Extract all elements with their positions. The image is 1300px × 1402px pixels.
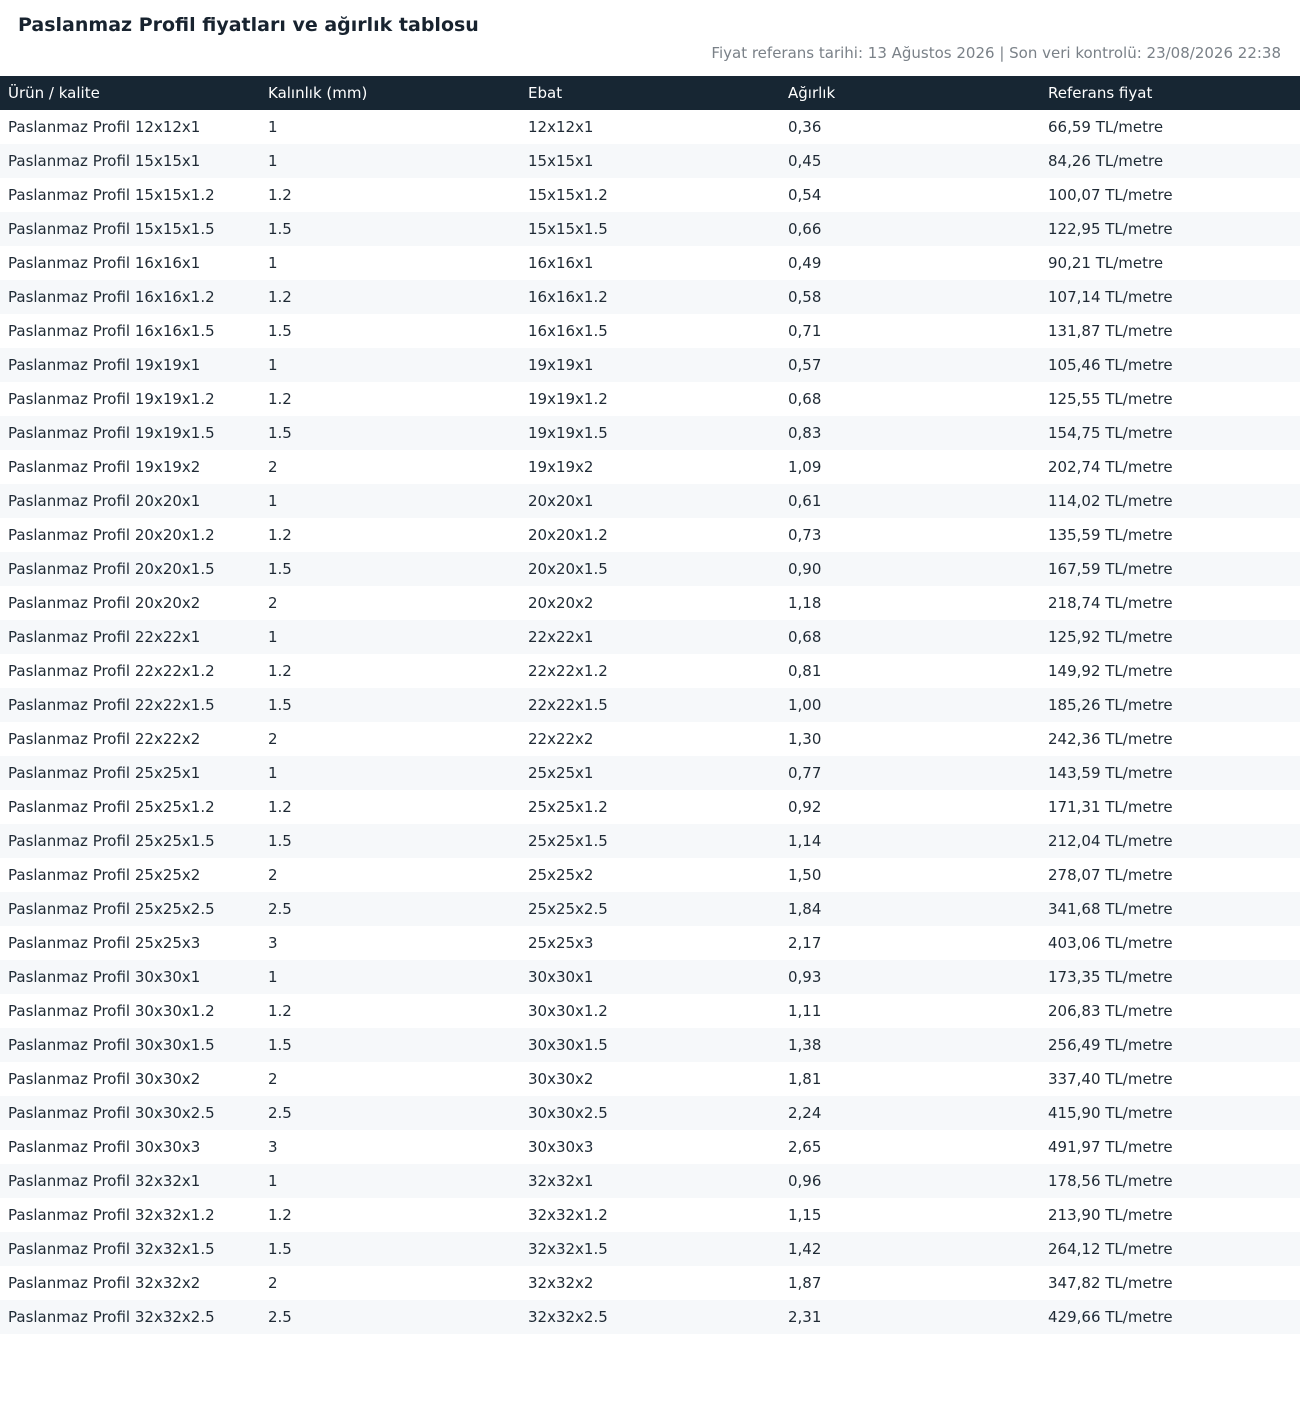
cell-product: Paslanmaz Profil 15x15x1.2 [8,186,215,204]
cell-size: 20x20x1.5 [520,552,780,586]
cell-product: Paslanmaz Profil 25x25x1.5 [0,824,260,858]
cell-size: 12x12x1 [528,118,594,136]
page-title: Paslanmaz Profil fiyatları ve ağırlık tablosu [18,14,479,36]
cell-weight: 0,54 [788,186,822,204]
cell-thickness: 1.5 [268,322,292,340]
cell-thickness: 2.5 [260,1300,520,1334]
table-row [0,654,1300,688]
cell-product: Paslanmaz Profil 32x32x1.2 [8,1206,215,1224]
cell-weight: 1,30 [788,730,822,748]
cell-size: 30x30x2.5 [520,1096,780,1130]
cell-thickness: 1.5 [260,824,520,858]
cell-product: Paslanmaz Profil 25x25x1.2 [8,798,215,816]
cell-weight: 1,18 [788,594,822,612]
cell-thickness: 3 [268,1138,278,1156]
cell-size: 32x32x1.2 [528,1206,608,1224]
cell-weight: 1,84 [780,892,1040,926]
cell-size: 32x32x2.5 [520,1300,780,1334]
cell-product: Paslanmaz Profil 30x30x3 [8,1138,201,1156]
cell-product: Paslanmaz Profil 15x15x1.5 [0,212,260,246]
cell-price: 131,87 TL/metre [1048,322,1173,340]
table-row [0,178,1300,212]
cell-price: 114,02 TL/metre [1040,484,1300,518]
cell-product: Paslanmaz Profil 16x16x1.2 [0,280,260,314]
cell-size: 20x20x1 [520,484,780,518]
table-row [0,518,1300,552]
cell-product: Paslanmaz Profil 19x19x1 [0,348,260,382]
cell-thickness: 1.2 [260,280,520,314]
table-row [0,756,1300,790]
table-row [0,688,1300,722]
cell-price: 84,26 TL/metre [1040,144,1300,178]
cell-product: Paslanmaz Profil 16x16x1 [8,254,201,272]
column-header-price: Referans fiyat [1040,76,1300,110]
cell-weight: 0,71 [788,322,822,340]
cell-weight: 1,87 [788,1274,822,1292]
table-row [0,280,1300,314]
table-row [0,450,1300,484]
column-header-size: Ebat [520,76,780,110]
table-row [0,246,1300,280]
cell-price: 403,06 TL/metre [1048,934,1173,952]
cell-thickness: 2 [268,1274,278,1292]
table-row [0,1266,1300,1300]
cell-thickness: 3 [268,934,278,952]
cell-price: 278,07 TL/metre [1048,866,1173,884]
cell-price: 125,55 TL/metre [1048,390,1173,408]
cell-thickness: 1 [260,756,520,790]
column-header-thickness: Kalınlık (mm) [260,76,520,110]
cell-weight: 0,68 [780,620,1040,654]
table-row [0,620,1300,654]
cell-thickness: 1.2 [268,798,292,816]
cell-product: Paslanmaz Profil 22x22x1 [0,620,260,654]
cell-thickness: 1.5 [260,416,520,450]
cell-price: 415,90 TL/metre [1040,1096,1300,1130]
table-row [0,1130,1300,1164]
cell-weight: 2,65 [788,1138,822,1156]
cell-weight: 1,14 [780,824,1040,858]
cell-product: Paslanmaz Profil 20x20x1.2 [8,526,215,544]
cell-size: 25x25x3 [528,934,594,952]
cell-product: Paslanmaz Profil 19x19x1.5 [0,416,260,450]
cell-thickness: 1 [260,960,520,994]
cell-thickness: 2.5 [260,892,520,926]
cell-weight: 1,42 [780,1232,1040,1266]
cell-size: 32x32x1 [520,1164,780,1198]
cell-price: 347,82 TL/metre [1048,1274,1173,1292]
cell-thickness: 2 [268,1070,278,1088]
cell-size: 25x25x1 [520,756,780,790]
cell-weight: 0,66 [780,212,1040,246]
cell-price: 256,49 TL/metre [1040,1028,1300,1062]
table-row [0,892,1300,926]
table-row [0,484,1300,518]
cell-thickness: 1 [260,620,520,654]
cell-thickness: 1.5 [260,212,520,246]
cell-weight: 0,61 [780,484,1040,518]
cell-thickness: 2 [268,458,278,476]
cell-price: 242,36 TL/metre [1048,730,1173,748]
cell-price: 185,26 TL/metre [1040,688,1300,722]
cell-weight: 1,38 [780,1028,1040,1062]
table-row [0,926,1300,960]
cell-product: Paslanmaz Profil 22x22x2 [8,730,201,748]
table-row [0,858,1300,892]
cell-size: 30x30x2 [528,1070,594,1088]
cell-size: 22x22x1.5 [520,688,780,722]
cell-thickness: 1.5 [260,1028,520,1062]
cell-size: 32x32x1.5 [520,1232,780,1266]
cell-size: 30x30x1 [520,960,780,994]
cell-price: 206,83 TL/metre [1048,1002,1173,1020]
table-row [0,790,1300,824]
cell-product: Paslanmaz Profil 30x30x2 [8,1070,201,1088]
cell-product: Paslanmaz Profil 22x22x1.5 [0,688,260,722]
cell-product: Paslanmaz Profil 25x25x1 [0,756,260,790]
cell-price: 212,04 TL/metre [1040,824,1300,858]
cell-product: Paslanmaz Profil 12x12x1 [8,118,201,136]
cell-size: 25x25x2.5 [520,892,780,926]
cell-size: 16x16x1.5 [528,322,608,340]
table-row [0,1028,1300,1062]
cell-thickness: 1.2 [268,662,292,680]
cell-product: Paslanmaz Profil 32x32x1.5 [0,1232,260,1266]
cell-weight: 0,93 [780,960,1040,994]
cell-thickness: 1.5 [260,688,520,722]
table-row [0,382,1300,416]
table-row [0,314,1300,348]
cell-product: Paslanmaz Profil 32x32x2 [8,1274,201,1292]
table-row [0,110,1300,144]
cell-product: Paslanmaz Profil 15x15x1 [0,144,260,178]
cell-product: Paslanmaz Profil 30x30x1 [0,960,260,994]
cell-price: 429,66 TL/metre [1040,1300,1300,1334]
cell-price: 122,95 TL/metre [1040,212,1300,246]
cell-price: 171,31 TL/metre [1048,798,1173,816]
cell-size: 19x19x1.2 [528,390,608,408]
table-row [0,144,1300,178]
table-row [0,416,1300,450]
cell-weight: 2,17 [788,934,822,952]
cell-price: 218,74 TL/metre [1048,594,1173,612]
table-row [0,1232,1300,1266]
cell-price: 167,59 TL/metre [1040,552,1300,586]
cell-price: 173,35 TL/metre [1040,960,1300,994]
cell-price: 264,12 TL/metre [1040,1232,1300,1266]
table-row [0,1062,1300,1096]
cell-size: 19x19x1.5 [520,416,780,450]
table-row [0,994,1300,1028]
cell-size: 25x25x2 [528,866,594,884]
cell-price: 178,56 TL/metre [1040,1164,1300,1198]
cell-size: 19x19x2 [528,458,594,476]
cell-price: 143,59 TL/metre [1040,756,1300,790]
cell-weight: 0,68 [788,390,822,408]
cell-thickness: 1.2 [268,526,292,544]
cell-price: 107,14 TL/metre [1040,280,1300,314]
cell-product: Paslanmaz Profil 25x25x3 [8,934,201,952]
cell-thickness: 1 [268,118,278,136]
cell-weight: 0,36 [788,118,822,136]
cell-weight: 0,49 [788,254,822,272]
cell-weight: 1,00 [780,688,1040,722]
cell-weight: 0,81 [788,662,822,680]
cell-size: 20x20x1.2 [528,526,608,544]
cell-size: 19x19x1 [520,348,780,382]
price-reference-meta: Fiyat referans tarihi: 13 Ağustos 2026 | Son veri kontrolü: 23/08/2026 22:38 [711,44,1281,62]
price-weight-table [0,76,1300,1334]
cell-price: 135,59 TL/metre [1048,526,1173,544]
table-row [0,722,1300,756]
cell-size: 30x30x1.2 [528,1002,608,1020]
cell-price: 341,68 TL/metre [1040,892,1300,926]
cell-thickness: 1.2 [268,1002,292,1020]
cell-thickness: 2 [268,730,278,748]
cell-thickness: 1.5 [260,1232,520,1266]
cell-size: 20x20x2 [528,594,594,612]
cell-weight: 0,73 [788,526,822,544]
cell-thickness: 2 [268,594,278,612]
table-row [0,586,1300,620]
cell-price: 100,07 TL/metre [1048,186,1173,204]
table-body [0,110,1300,1334]
cell-price: 337,40 TL/metre [1048,1070,1173,1088]
cell-product: Paslanmaz Profil 19x19x2 [8,458,201,476]
cell-size: 25x25x1.5 [520,824,780,858]
cell-product: Paslanmaz Profil 32x32x1 [0,1164,260,1198]
table-row [0,212,1300,246]
cell-weight: 1,50 [788,866,822,884]
cell-weight: 0,57 [780,348,1040,382]
cell-size: 22x22x1 [520,620,780,654]
column-header-weight: Ağırlık [780,76,1040,110]
cell-thickness: 1 [260,348,520,382]
cell-size: 30x30x3 [528,1138,594,1156]
cell-thickness: 1 [260,1164,520,1198]
cell-product: Paslanmaz Profil 25x25x2 [8,866,201,884]
cell-weight: 0,90 [780,552,1040,586]
cell-price: 66,59 TL/metre [1048,118,1164,136]
cell-product: Paslanmaz Profil 19x19x1.2 [8,390,215,408]
cell-size: 22x22x1.2 [528,662,608,680]
cell-product: Paslanmaz Profil 16x16x1.5 [8,322,215,340]
table-row [0,348,1300,382]
cell-weight: 1,81 [788,1070,822,1088]
cell-thickness: 1.2 [268,1206,292,1224]
cell-size: 15x15x1 [520,144,780,178]
cell-product: Paslanmaz Profil 22x22x1.2 [8,662,215,680]
table-row [0,960,1300,994]
table-header-row [0,76,1300,110]
cell-weight: 1,15 [788,1206,822,1224]
cell-size: 16x16x1.2 [520,280,780,314]
table-row [0,1300,1300,1334]
table-row [0,1198,1300,1232]
cell-size: 25x25x1.2 [528,798,608,816]
cell-weight: 2,31 [780,1300,1040,1334]
cell-price: 213,90 TL/metre [1048,1206,1173,1224]
cell-product: Paslanmaz Profil 25x25x2.5 [0,892,260,926]
column-header-product: Ürün / kalite [0,76,260,110]
cell-thickness: 1 [260,144,520,178]
table-row [0,552,1300,586]
cell-weight: 0,45 [780,144,1040,178]
cell-product: Paslanmaz Profil 30x30x2.5 [0,1096,260,1130]
cell-weight: 0,92 [788,798,822,816]
cell-size: 32x32x2 [528,1274,594,1292]
cell-weight: 1,09 [788,458,822,476]
cell-size: 16x16x1 [528,254,594,272]
table-row [0,824,1300,858]
cell-price: 154,75 TL/metre [1040,416,1300,450]
cell-weight: 2,24 [780,1096,1040,1130]
cell-thickness: 1 [260,484,520,518]
cell-thickness: 1.2 [268,186,292,204]
cell-weight: 0,58 [780,280,1040,314]
cell-thickness: 1.5 [260,552,520,586]
cell-thickness: 2 [268,866,278,884]
cell-weight: 0,96 [780,1164,1040,1198]
cell-product: Paslanmaz Profil 32x32x2.5 [0,1300,260,1334]
cell-thickness: 1 [268,254,278,272]
cell-product: Paslanmaz Profil 20x20x2 [8,594,201,612]
cell-thickness: 1.2 [268,390,292,408]
cell-price: 125,92 TL/metre [1040,620,1300,654]
cell-size: 22x22x2 [528,730,594,748]
cell-size: 30x30x1.5 [520,1028,780,1062]
cell-product: Paslanmaz Profil 30x30x1.2 [8,1002,215,1020]
cell-size: 15x15x1.2 [528,186,608,204]
cell-weight: 0,83 [780,416,1040,450]
cell-size: 15x15x1.5 [520,212,780,246]
cell-weight: 1,11 [788,1002,822,1020]
cell-weight: 0,77 [780,756,1040,790]
table-header [0,76,1300,110]
table-row [0,1096,1300,1130]
page-header [0,0,1300,63]
cell-price: 105,46 TL/metre [1040,348,1300,382]
cell-price: 90,21 TL/metre [1048,254,1164,272]
cell-price: 491,97 TL/metre [1048,1138,1173,1156]
table-row [0,1164,1300,1198]
cell-price: 149,92 TL/metre [1048,662,1173,680]
cell-thickness: 2.5 [260,1096,520,1130]
cell-product: Paslanmaz Profil 30x30x1.5 [0,1028,260,1062]
cell-product: Paslanmaz Profil 20x20x1 [0,484,260,518]
cell-product: Paslanmaz Profil 20x20x1.5 [0,552,260,586]
cell-price: 202,74 TL/metre [1048,458,1173,476]
